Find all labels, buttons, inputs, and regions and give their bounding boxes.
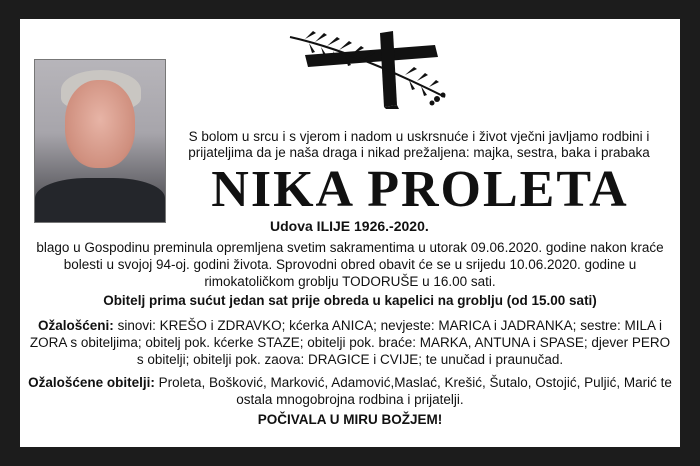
mourners-list: sinovi: KREŠO i ZDRAVKO; kćerka ANICA; nevjeste: MARICA i JADRANKA; sestre: MILA i ZORA s obiteljima; obitelj pok. kćerke STAZE; obitelji pok. braće: MARKA, ANTUNA i SPASE; djever PERO s obitelji; obitelji pok. zaova: DRAGICE i CVIJE; te unučad i praunučad. [29, 318, 671, 367]
families-text [26, 374, 674, 408]
intro-text: S bolom u srcu i s vjerom i nadom u uskrsnuće i život vječni javljamo rodbini i prijateljima da je naša draga i nikad prežaljena: majka, sestra, baka i prabaka [188, 129, 650, 160]
portrait-photo [34, 59, 166, 223]
deceased-name: NIKA PROLETA [211, 161, 629, 218]
obituary-card [20, 19, 680, 447]
mourners-text [26, 317, 674, 368]
cross-icon [285, 27, 455, 109]
subtitle-dates: Udova ILIJE 1926.-2020. [270, 218, 429, 234]
condolence-notice: Obitelj prima sućut jedan sat prije obreda u kapelici na groblju (od 15.00 sati) [103, 293, 597, 308]
mourners-label: Ožalošćeni: [38, 318, 114, 333]
families-list: Proleta, Bošković, Marković, Adamović,Maslać, Krešić, Šutalo, Ostojić, Puljić, Marić te ostala mnogobrojna rodbina i prijatelji. [154, 375, 672, 407]
closing-prayer: POČIVALA U MIRU BOŽJEM! [257, 412, 443, 427]
families-label: Ožalošćene obitelji: [28, 375, 155, 390]
death-notice-text: blago u Gospodinu preminula opremljena svetim sakramentima u utorak 09.06.2020. godine nakon kraće bolesti u svojoj 94-oj. godini života. Sprovodni obred obavit će se u srijedu 10.06.2020. godine u rimokatoličkom groblju TODORUŠE u 16.00 sati. [36, 240, 664, 289]
